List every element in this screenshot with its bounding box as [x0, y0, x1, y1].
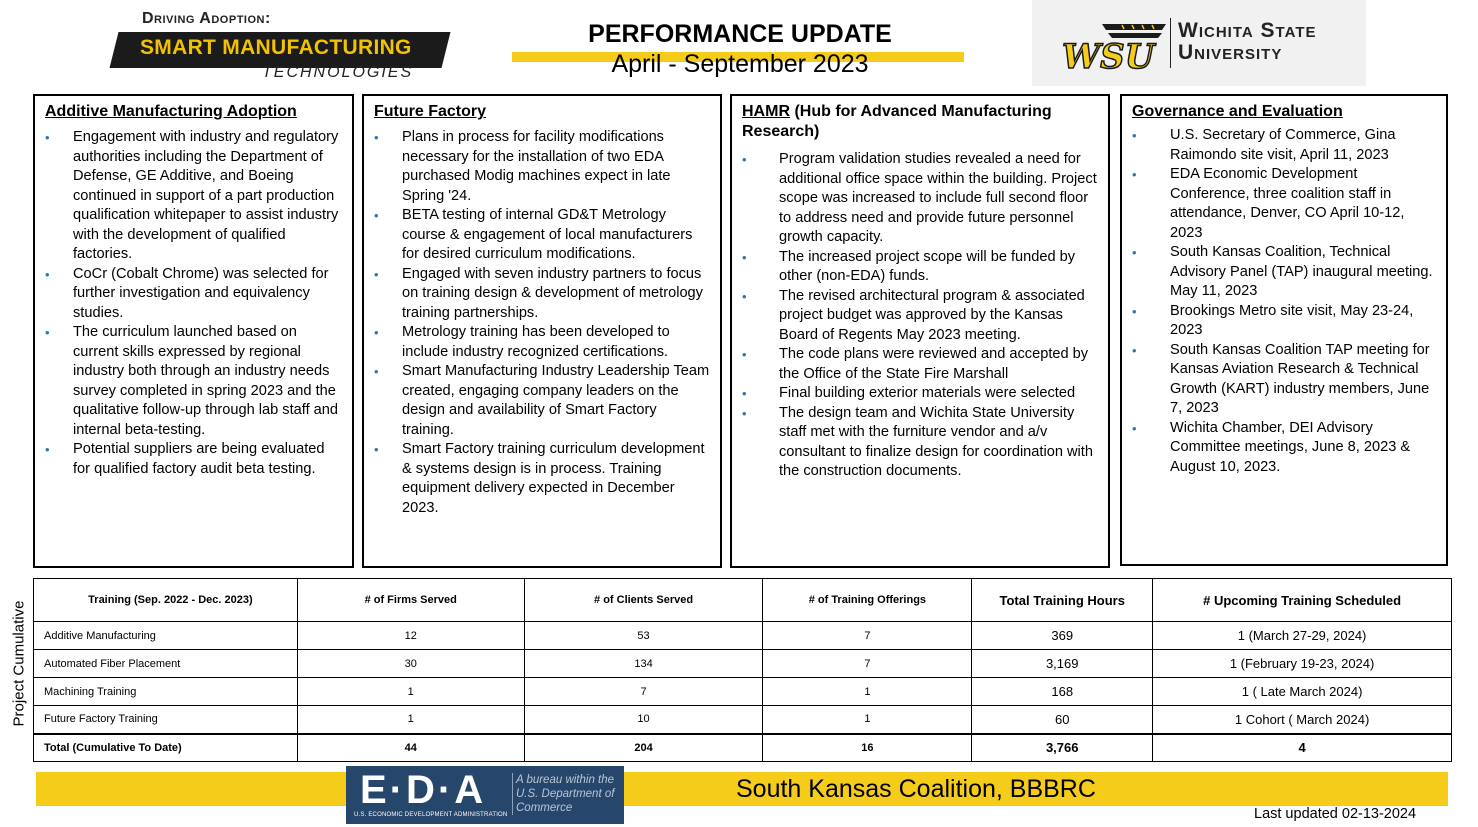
table-cell: 1 Cohort ( March 2024) [1153, 706, 1452, 734]
table-cell: 134 [524, 650, 763, 678]
table-cell: 168 [972, 678, 1153, 706]
list-item: • CoCr (Cobalt Chrome) was selected for further investigation and equivalency studies. [45, 265, 344, 324]
table-cell: Machining Training [34, 678, 298, 706]
list-item: • Smart Factory training curriculum development & systems design is in process. Training equipment delivery expected in December 2023. [374, 440, 712, 518]
list-item: • EDA Economic Development Conference, three coalition staff in attendance, Denver, CO April 10-12, 2023 [1132, 165, 1438, 243]
table-cell: Automated Fiber Placement [34, 650, 298, 678]
box-title [742, 102, 1100, 142]
side-label-text: Project Cumulative [10, 600, 28, 727]
table-total-row [34, 734, 1452, 762]
box-governance-evaluation [1120, 94, 1448, 566]
table-cell: Total (Cumulative To Date) [34, 734, 298, 762]
table-cell: 3,766 [972, 734, 1153, 762]
list-item: • South Kansas Coalition, Technical Advisory Panel (TAP) inaugural meeting. May 11, 2023 [1132, 243, 1438, 302]
table-cell: 1 [297, 678, 524, 706]
table-cell: 12 [297, 622, 524, 650]
eda-letters: E·D·A [360, 768, 487, 812]
coalition-name: South Kansas Coalition, BBBRC [736, 775, 1096, 803]
list-item: • Plans in process for facility modifications necessary for the installation of two EDA purchased Modig machines expect in late Spring '24. [374, 128, 712, 206]
table-cell: 7 [524, 678, 763, 706]
training-table [33, 578, 1452, 762]
table-cell: 16 [763, 734, 972, 762]
logo-line-smart-manufacturing: SMART MANUFACTURING [140, 36, 412, 59]
smart-manufacturing-logo [108, 6, 448, 84]
box-future-factory [362, 94, 722, 568]
table-cell: 60 [972, 706, 1153, 734]
bullet-list [1132, 126, 1438, 477]
box-title-rest: (Hub for Advanced Manufacturing Research) [742, 103, 1052, 140]
table-cell: 1 [297, 706, 524, 734]
table-cell: 7 [763, 650, 972, 678]
column-header: # of Training Offerings [763, 579, 972, 622]
bullet-list [742, 150, 1100, 482]
logo-divider [1170, 18, 1171, 68]
table-cell: 204 [524, 734, 763, 762]
table-cell: Future Factory Training [34, 706, 298, 734]
eda-tagline: A bureau within the U.S. Department of Commerce [512, 773, 622, 815]
table-cell: 7 [763, 622, 972, 650]
list-item: • Final building exterior materials were selected [742, 384, 1100, 404]
table-cell: 1 [763, 706, 972, 734]
university-name-line2: University [1178, 41, 1283, 64]
column-header: # of Clients Served [524, 579, 763, 622]
column-header: Training (Sep. 2022 - Dec. 2023) [34, 579, 298, 622]
table-row [34, 622, 1452, 650]
wsu-mark-text: WSU [1062, 37, 1155, 74]
list-item: • Program validation studies revealed a need for additional office space within the building. Project scope was increased to include full second floor to address need and provide future personnel growth capacity. [742, 150, 1100, 248]
bullet-list [45, 128, 344, 479]
last-updated: Last updated 02-13-2024 [1254, 806, 1417, 822]
column-header: Total Training Hours [972, 579, 1153, 622]
table-cell: 4 [1153, 734, 1452, 762]
list-item: • Smart Manufacturing Industry Leadership Team created, engaging company leaders on the design and availability of Smart Factory training. [374, 362, 712, 440]
logo-line-technologies: TECHNOLOGIES [262, 64, 414, 81]
table-cell: 53 [524, 622, 763, 650]
list-item: • Metrology training has been developed to include industry recognized certifications. [374, 323, 712, 362]
list-item: • The curriculum launched based on current skills expressed by regional industry both through an industry needs survey completed in spring 2023 and the qualitative follow-up through lab staff and internal beta-testing. [45, 323, 344, 440]
table-cell: 369 [972, 622, 1153, 650]
list-item: • Wichita Chamber, DEI Advisory Committee meetings, June 8, 2023 & August 10, 2023. [1132, 419, 1438, 478]
footer-bar [36, 772, 1448, 806]
university-name-line1: Wichita State [1178, 19, 1317, 42]
table-cell: 30 [297, 650, 524, 678]
box-additive-manufacturing [33, 94, 354, 568]
logo-line-driving-adoption: Driving Adoption: [142, 10, 271, 27]
table-row [34, 706, 1452, 734]
table-cell: 1 [763, 678, 972, 706]
list-item: • BETA testing of internal GD&T Metrology course & engagement of local manufacturers for desired curriculum modifications. [374, 206, 712, 265]
wichita-state-logo [1032, 0, 1366, 86]
list-item: • Brookings Metro site visit, May 23-24, 2023 [1132, 302, 1438, 341]
table-header-row [34, 579, 1452, 622]
table-cell: 1 ( Late March 2024) [1153, 678, 1452, 706]
table-cell: 44 [297, 734, 524, 762]
list-item: • Engagement with industry and regulatory authorities including the Department of Defense, GE Additive, and Boeing continued in support of a part production qualification whitepaper to assist industry with the development of qualified factories. [45, 128, 344, 265]
list-item: • Engaged with seven industry partners to focus on training design & development of metrology training partnerships. [374, 265, 712, 324]
eda-logo [346, 766, 624, 824]
box-title: Additive Manufacturing Adoption [45, 103, 297, 120]
table-cell: 10 [524, 706, 763, 734]
list-item: • South Kansas Coalition TAP meeting for Kansas Aviation Research & Technical Growth (KART) industry members, June 7, 2023 [1132, 341, 1438, 419]
page-title: PERFORMANCE UPDATE [588, 20, 892, 48]
list-item: • The design team and Wichita State University staff met with the furniture vendor and a/v consultant to finalize design for coordination with the construction documents. [742, 404, 1100, 482]
table-cell: 3,169 [972, 650, 1153, 678]
table-cell: 1 (February 19-23, 2024) [1153, 650, 1452, 678]
column-header: # Upcoming Training Scheduled [1153, 579, 1452, 622]
list-item: • The revised architectural program & associated project budget was approved by the Kansas Board of Regents May 2023 meeting. [742, 287, 1100, 346]
project-cumulative-label [2, 585, 36, 745]
list-item: • U.S. Secretary of Commerce, Gina Raimondo site visit, April 11, 2023 [1132, 126, 1438, 165]
table-row [34, 650, 1452, 678]
column-header: # of Firms Served [297, 579, 524, 622]
bullet-list [374, 128, 712, 518]
eda-full-name: U.S. ECONOMIC DEVELOPMENT ADMINISTRATION [354, 812, 508, 818]
list-item: • The increased project scope will be funded by other (non-EDA) funds. [742, 248, 1100, 287]
list-item: • The code plans were reviewed and accepted by the Office of the State Fire Marshall [742, 345, 1100, 384]
title-block [510, 20, 966, 82]
box-title-abbr: HAMR [742, 103, 790, 120]
table-cell: 1 (March 27-29, 2024) [1153, 622, 1452, 650]
wsu-shocker-icon [1062, 20, 1168, 74]
box-hamr [730, 94, 1110, 568]
page-subtitle: April - September 2023 [611, 50, 869, 78]
table-row [34, 678, 1452, 706]
list-item: • Potential suppliers are being evaluated for qualified factory audit beta testing. [45, 440, 344, 479]
box-title: Future Factory [374, 103, 487, 120]
box-title: Governance and Evaluation [1132, 103, 1343, 120]
university-name [1178, 20, 1316, 64]
table-cell: Additive Manufacturing [34, 622, 298, 650]
